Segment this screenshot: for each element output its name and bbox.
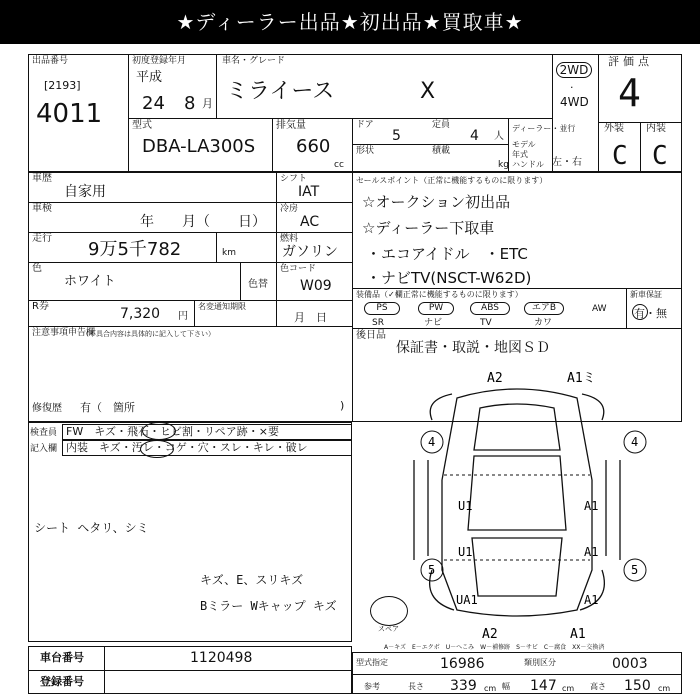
dealer-label: ディーラー・並行 [512, 124, 576, 133]
shape-label: 形状 [356, 146, 375, 156]
side-mark-6: A1 [584, 593, 599, 607]
height-label: 高さ [590, 682, 606, 691]
car-name: ミライース [226, 79, 335, 104]
equip-ps: PS [364, 302, 400, 315]
drive-dot: · [570, 81, 574, 94]
transfer-value: 月 日 [294, 311, 327, 324]
equip-sr: SR [372, 318, 384, 328]
equip-tv: TV [480, 318, 492, 328]
score-label: 評価点 [608, 55, 653, 68]
transfer-label: 名変通知期限 [198, 302, 246, 311]
int-score: C [652, 141, 668, 171]
rear-mark-left: A2 [482, 627, 498, 640]
divider [276, 232, 352, 233]
caution-sub: （不具合内容は具体的に記入して下さい） [82, 330, 215, 338]
mark-circle-dirt [140, 440, 174, 458]
recycle-label: R券 [32, 301, 49, 312]
kg-unit: kg [498, 160, 509, 170]
handwritten-note-3: Bミラー Wキャップ キズ [200, 599, 337, 613]
tire-mark-rr: 5 [631, 563, 639, 577]
load-label: 積載 [432, 146, 451, 156]
grade: X [420, 79, 436, 104]
color-change-label: 色替 [248, 279, 268, 290]
divider [194, 300, 195, 326]
equip-abs: ABS [470, 302, 510, 315]
divider [104, 646, 105, 694]
divider [352, 118, 353, 172]
side-mark-5: UA1 [456, 593, 478, 607]
divider [216, 232, 217, 262]
divider [626, 288, 627, 328]
divider [508, 118, 509, 172]
check-line-2: 内装 キズ・汚レ・コゲ・穴・スレ・キレ・破レ [66, 441, 308, 454]
mileage-label: 走行 [32, 233, 52, 244]
displacement: 660 [296, 136, 331, 157]
capacity: 4 [470, 128, 479, 144]
divider [640, 122, 641, 172]
repair-label: 修復歴 [32, 403, 62, 414]
equip-aw: AW [592, 304, 607, 314]
color-label: 色 [32, 263, 42, 274]
divider [352, 144, 508, 145]
lot-sub: [2193] [44, 79, 81, 92]
length-label: 長さ [408, 682, 424, 691]
rear-label: 後日品 [356, 330, 386, 341]
handwritten-note-1: シート ヘタリ、シミ [34, 521, 149, 535]
model-year-label: モデル年式 [512, 140, 536, 159]
divider [28, 232, 276, 233]
divider [28, 262, 276, 263]
repair-value: 有（ 箇所 [80, 401, 135, 414]
spare-label: スペア [378, 625, 399, 633]
sales-points-label: セールスポイント（正常に機能するものに限ります） [356, 176, 548, 185]
side-mark-4: A1 [584, 545, 599, 559]
ext-label: 外装 [604, 123, 624, 134]
inspect-value: 年 月（ 日） [140, 214, 266, 230]
era: 平成 [136, 70, 163, 85]
doors: 5 [392, 128, 401, 144]
recycle: 7,320 [120, 306, 161, 322]
model-label: 型式 [132, 120, 152, 131]
front-mark-right: A1ミ [567, 371, 596, 386]
equip-airbag: エアB [524, 302, 564, 315]
shift: IAT [298, 184, 320, 200]
divider [216, 54, 217, 118]
model-value: DBA-LA300S [142, 136, 256, 157]
name-label: 車名・グレード [222, 56, 286, 66]
int-label: 内装 [646, 123, 666, 134]
doors-label: ドア [356, 120, 374, 130]
chassis-label: 車台番号 [40, 651, 84, 664]
checker-label: 検査員 [30, 428, 58, 438]
score-value: 4 [618, 71, 641, 115]
divider [128, 118, 552, 119]
sales-point-1: ☆オークション初出品 [362, 193, 511, 211]
equip-navi: ナビ [424, 318, 443, 328]
reg-year: 24 [142, 93, 165, 114]
sales-point-3: ・エコアイドル ・ETC [366, 245, 528, 263]
month-unit: 月 [202, 97, 213, 110]
handle-label: ハンドル [512, 160, 544, 169]
drive-4wd: 4WD [560, 95, 589, 109]
tire-mark-rl: 5 [428, 563, 436, 577]
color-code: W09 [300, 278, 332, 294]
inspect-label: 車検 [32, 203, 52, 214]
tire-mark-fr: 4 [631, 435, 639, 449]
ref-label: 参考 [364, 682, 380, 691]
fuel-label: 燃料 [280, 234, 299, 244]
side-mark-3: U1 [458, 545, 473, 559]
divider [352, 674, 682, 675]
lot-label: 出品番号 [32, 56, 69, 66]
damage-legend: A－キズ E－エクボ U－へこみ W－補修跡 S－サビ C－腐食 XX－交換済 [384, 644, 605, 651]
color: ホワイト [64, 274, 116, 289]
mark-circle-stone [142, 422, 176, 440]
sales-point-4: ・ナビTV(NSCT-W62D) [366, 269, 532, 287]
fuel: ガソリン [282, 244, 338, 260]
caution-label: 注意事項申告欄 [32, 328, 96, 338]
divider [276, 172, 277, 326]
reg-label: 初度登録年月 [132, 56, 187, 66]
divider [28, 202, 276, 203]
divider [276, 202, 352, 203]
divider [28, 326, 352, 327]
divider [352, 288, 682, 289]
handle-value: 左・右 [552, 157, 582, 168]
ac-label: 冷房 [280, 204, 299, 214]
ext-score: C [612, 141, 628, 171]
chassis-number: 1120498 [190, 650, 253, 666]
divider [28, 300, 352, 301]
class-code-label: 類別区分 [524, 658, 556, 667]
cc-unit: cc [334, 160, 344, 170]
color-code-label: 色コード [280, 264, 317, 274]
rear-mark-right: A1 [570, 627, 586, 640]
shift-label: シフト [280, 174, 308, 184]
front-mark-left: A2 [487, 371, 503, 386]
equip-leather: カワ [534, 318, 553, 328]
class-code: 0003 [612, 656, 648, 672]
side-mark-1: U1 [458, 499, 473, 513]
width-unit: cm [562, 684, 575, 693]
usage-label: 車歴 [32, 173, 52, 184]
rear-value: 保証書・取説・地図ＳＤ [396, 340, 550, 356]
usage: 自家用 [64, 184, 106, 200]
drive-2wd: 2WD [556, 62, 592, 78]
tire-mark-fl: 4 [428, 435, 436, 449]
sales-point-2: ☆ディーラー下取車 [362, 219, 495, 237]
entry-label: 記入欄 [30, 444, 58, 454]
reg-number-label: 登録番号 [40, 675, 84, 688]
divider [272, 118, 273, 172]
equip-pw: PW [418, 302, 454, 315]
yen-unit: 円 [178, 311, 188, 322]
mileage: 9万5千782 [88, 239, 182, 260]
divider [352, 328, 682, 329]
width: 147 [530, 678, 557, 694]
new-warranty-label: 新車保証 [630, 290, 662, 299]
length-unit: cm [484, 684, 497, 693]
length: 339 [450, 678, 477, 694]
divider [240, 262, 241, 300]
ac: AC [300, 214, 320, 230]
repair-bracket: ) [340, 399, 345, 412]
displacement-label: 排気量 [276, 120, 306, 131]
capacity-label: 定員 [432, 120, 451, 130]
handwritten-note-2: キズ、E、スリキズ [200, 573, 304, 587]
km-unit: km [222, 248, 236, 258]
person-unit: 人 [494, 131, 504, 142]
car-diagram [352, 360, 682, 640]
height-unit: cm [658, 684, 671, 693]
width-label: 幅 [502, 682, 510, 691]
lot-number: 4011 [36, 99, 103, 129]
check-line-1: FW キズ・飛石・ヒビ割・リペア跡・×要 [66, 425, 279, 438]
divider [598, 54, 599, 172]
equipment-label: 装備品（✓欄正常に機能するものに限ります） [356, 290, 523, 299]
divider [28, 670, 352, 671]
model-code-label: 型式指定 [356, 658, 388, 667]
title-banner: ★ディーラー出品★初出品★買取車★ [0, 0, 700, 44]
divider [552, 54, 553, 172]
divider [276, 262, 352, 263]
reg-month: 8 [184, 93, 196, 114]
side-mark-2: A1 [584, 499, 599, 513]
new-warranty-value: 有・無 [634, 307, 667, 320]
model-code: 16986 [440, 656, 485, 672]
height: 150 [624, 678, 651, 694]
divider [128, 54, 129, 172]
